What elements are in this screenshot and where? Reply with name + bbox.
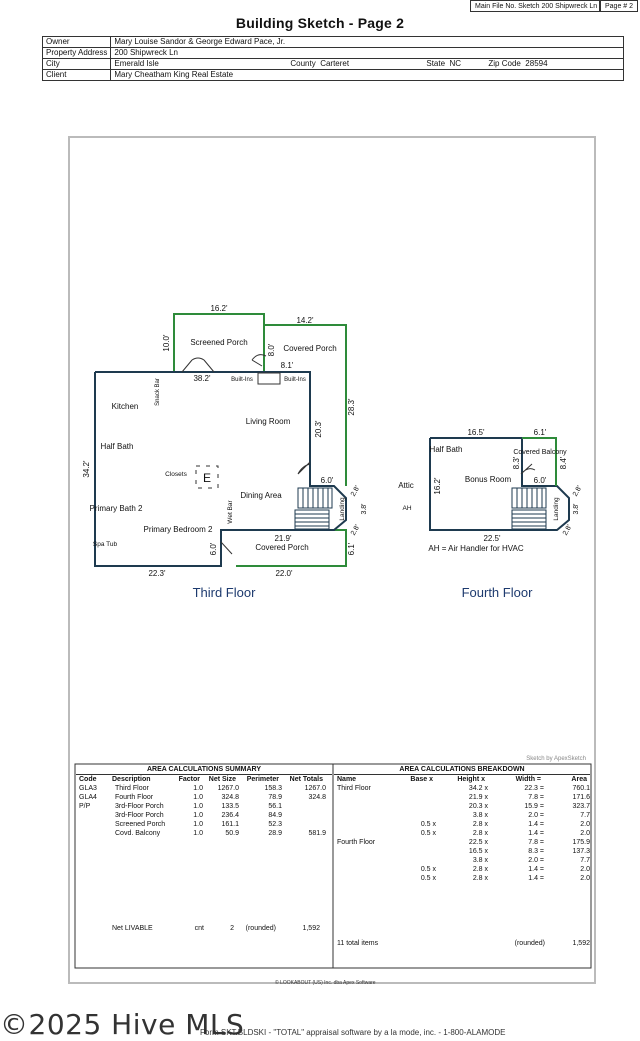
summary-cell: 3rd-Floor Porch bbox=[115, 803, 164, 810]
fourth-floor-stairs bbox=[512, 488, 546, 529]
breakdown-cell: 7.8 = bbox=[528, 794, 544, 801]
breakdown-col-base: Base x bbox=[410, 776, 433, 783]
fourth-landing: Landing bbox=[553, 497, 560, 521]
summary-col-factor: Factor bbox=[178, 776, 200, 783]
summary-net-row bbox=[76, 924, 332, 933]
breakdown-cell: 1.4 = bbox=[528, 875, 544, 882]
summary-cell: 324.8 bbox=[308, 794, 326, 801]
breakdown-cell: 7.7 bbox=[580, 857, 590, 864]
breakdown-row bbox=[334, 856, 590, 865]
dim-2-8-bottom-fourth: 2.8' bbox=[561, 523, 574, 537]
summary-cell: 133.5 bbox=[221, 803, 239, 810]
summary-cell: 1267.0 bbox=[304, 785, 326, 792]
software-footer: Form SKT.BLDSKI - "TOTAL" appraisal software by a la mode, inc. - 1-800-ALAMODE bbox=[200, 1028, 506, 1037]
summary-header-row bbox=[76, 775, 332, 784]
dim-8-0: 8.0' bbox=[267, 343, 276, 357]
summary-cell: 236.4 bbox=[221, 812, 239, 819]
breakdown-header-row bbox=[334, 775, 590, 784]
breakdown-cell: 2.8 x bbox=[472, 830, 488, 837]
summary-col-perimeter: Perimeter bbox=[246, 776, 279, 783]
city-value: Emerald Isle bbox=[111, 59, 288, 70]
summary-cell: P/P bbox=[79, 803, 91, 810]
summary-row bbox=[76, 820, 332, 829]
client-label: Client bbox=[43, 70, 111, 81]
breakdown-cell: 0.5 x bbox=[420, 830, 436, 837]
room-bonus-room: Bonus Room bbox=[464, 475, 512, 484]
breakdown-cell bbox=[334, 829, 396, 838]
summary-cell: 324.8 bbox=[221, 794, 239, 801]
breakdown-cell: 323.7 bbox=[572, 803, 590, 810]
summary-cell: 1267.0 bbox=[217, 785, 239, 792]
room-wet-bar: Wet Bar bbox=[227, 500, 234, 524]
sketch-credit: Sketch by ApexSketch bbox=[526, 756, 586, 762]
room-spa-tub: Spa Tub bbox=[92, 541, 118, 548]
city-label: City bbox=[43, 59, 111, 70]
net-cnt-value: 2 bbox=[230, 925, 234, 932]
summary-cell: 1.0 bbox=[193, 803, 203, 810]
breakdown-cell: 3.8 x bbox=[472, 812, 488, 819]
breakdown-cell: 16.5 x bbox=[468, 848, 488, 855]
summary-row bbox=[76, 802, 332, 811]
zip-label: Zip Code bbox=[488, 59, 521, 68]
area-breakdown-table bbox=[334, 765, 590, 948]
summary-cell: 1.0 bbox=[193, 794, 203, 801]
dim-6-0-fourth: 6.0' bbox=[533, 476, 547, 485]
breakdown-cell: 20.3 x bbox=[468, 803, 488, 810]
room-primary-bedroom-2: Primary Bedroom 2 bbox=[143, 525, 213, 534]
county-value: Carteret bbox=[320, 59, 350, 68]
dim-22-0: 22.0' bbox=[275, 569, 293, 578]
breakdown-cell bbox=[334, 856, 396, 865]
room-living-room: Living Room bbox=[245, 417, 291, 426]
breakdown-total-row bbox=[334, 939, 590, 948]
room-covered-balcony: Covered Balcony bbox=[513, 449, 567, 456]
breakdown-cell bbox=[396, 811, 436, 820]
county-label: County bbox=[290, 59, 316, 68]
breakdown-col-height: Height x bbox=[457, 776, 485, 783]
dim-16-2-fourth: 16.2' bbox=[433, 477, 442, 495]
summary-cell bbox=[76, 829, 115, 838]
breakdown-col-width: Width = bbox=[515, 776, 541, 783]
dim-16-5: 16.5' bbox=[467, 428, 485, 437]
breakdown-row bbox=[334, 802, 590, 811]
room-covered-porch-upper: Covered Porch bbox=[283, 344, 337, 353]
breakdown-cell: Fourth Floor bbox=[337, 839, 376, 846]
summary-cell: Screened Porch bbox=[115, 821, 166, 828]
state-label: State bbox=[426, 59, 446, 68]
state-value: NC bbox=[449, 59, 462, 68]
summary-row bbox=[76, 811, 332, 820]
dim-16-2: 16.2' bbox=[210, 304, 228, 313]
breakdown-title: AREA CALCULATIONS BREAKDOWN bbox=[334, 765, 590, 775]
dim-2-8-top: 2.8' bbox=[349, 484, 362, 498]
third-landing: Landing bbox=[339, 497, 346, 521]
breakdown-cell: 2.0 bbox=[580, 830, 590, 837]
summary-cell: 1.0 bbox=[193, 785, 203, 792]
breakdown-cell bbox=[396, 856, 436, 865]
breakdown-cell: 2.0 bbox=[580, 875, 590, 882]
summary-col-netsize: Net Size bbox=[208, 776, 236, 783]
dim-22-3: 22.3' bbox=[148, 569, 166, 578]
dim-8-4: 8.4' bbox=[559, 456, 568, 470]
summary-cell: GLA4 bbox=[79, 794, 97, 801]
room-ah: AH bbox=[402, 505, 412, 512]
area-summary-table bbox=[76, 765, 332, 933]
breakdown-cell: 2.0 = bbox=[528, 857, 544, 864]
summary-col-code: Code bbox=[79, 776, 97, 783]
breakdown-cell: 2.8 x bbox=[472, 866, 488, 873]
breakdown-row bbox=[334, 811, 590, 820]
net-cnt-label: cnt bbox=[194, 925, 204, 932]
breakdown-cell: 760.1 bbox=[572, 785, 590, 792]
summary-cell: 50.9 bbox=[225, 830, 239, 837]
breakdown-cell bbox=[334, 802, 396, 811]
room-closets: Closets bbox=[165, 471, 187, 478]
dim-6-1: 6.1' bbox=[347, 542, 356, 556]
summary-cell bbox=[76, 811, 115, 820]
address-label: Property Address bbox=[43, 48, 111, 59]
breakdown-cell: 171.6 bbox=[572, 794, 590, 801]
breakdown-cell: 175.9 bbox=[572, 839, 590, 846]
breakdown-cell: 8.3 = bbox=[528, 848, 544, 855]
breakdown-cell: 0.5 x bbox=[420, 821, 436, 828]
room-attic: Attic bbox=[398, 481, 414, 490]
summary-cell: GLA3 bbox=[79, 785, 97, 792]
built-ins-left: Built-Ins bbox=[231, 377, 253, 383]
breakdown-row bbox=[334, 874, 590, 883]
breakdown-cell: 1.4 = bbox=[528, 821, 544, 828]
dim-3-8: 3.8' bbox=[361, 503, 368, 515]
breakdown-cell bbox=[334, 793, 396, 802]
built-ins-right: Built-Ins bbox=[284, 377, 306, 383]
breakdown-row bbox=[334, 784, 590, 793]
breakdown-row bbox=[334, 838, 590, 847]
room-dining-area: Dining Area bbox=[240, 491, 282, 500]
breakdown-cell: 2.0 bbox=[580, 821, 590, 828]
summary-cell: 1.0 bbox=[193, 821, 203, 828]
dim-22-5: 22.5' bbox=[483, 534, 501, 543]
client-value: Mary Cheatham King Real Estate bbox=[111, 70, 624, 81]
breakdown-row bbox=[334, 865, 590, 874]
breakdown-row bbox=[334, 847, 590, 856]
total-value: 1,592 bbox=[572, 940, 590, 947]
breakdown-cell: 21.9 x bbox=[468, 794, 488, 801]
breakdown-cell: 137.3 bbox=[572, 848, 590, 855]
dim-6-0-third: 6.0' bbox=[320, 476, 334, 485]
breakdown-cell: 34.2 x bbox=[468, 785, 488, 792]
third-floor-title: Third Floor bbox=[192, 585, 256, 600]
breakdown-cell bbox=[396, 784, 436, 793]
net-livable-label: Net LIVABLE bbox=[112, 925, 153, 932]
breakdown-cell: 1.4 = bbox=[528, 830, 544, 837]
dim-8-1: 8.1' bbox=[280, 361, 294, 370]
breakdown-cell: 1.4 = bbox=[528, 866, 544, 873]
page-title: Building Sketch - Page 2 bbox=[235, 15, 405, 31]
room-snack-bar: Snack Bar bbox=[155, 378, 161, 406]
main-file-label: Main File No. Sketch 200 Shipwreck Ln bbox=[475, 3, 598, 10]
breakdown-cell: 2.8 x bbox=[472, 875, 488, 882]
zip-value: 28594 bbox=[525, 59, 548, 68]
summary-cell: Fourth Floor bbox=[115, 794, 154, 801]
breakdown-cell: 7.8 = bbox=[528, 839, 544, 846]
summary-cell: 161.1 bbox=[221, 821, 239, 828]
net-rounded-label: (rounded) bbox=[245, 925, 276, 932]
breakdown-col-area: Area bbox=[571, 776, 587, 783]
breakdown-row bbox=[334, 820, 590, 829]
net-livable-value: 1,592 bbox=[302, 925, 320, 932]
breakdown-cell: 3.8 x bbox=[472, 857, 488, 864]
breakdown-cell bbox=[334, 874, 396, 883]
summary-cell bbox=[282, 820, 326, 829]
summary-cell: 3rd-Floor Porch bbox=[115, 812, 164, 819]
owner-value: Mary Louise Sandor & George Edward Pace, Jr. bbox=[111, 37, 624, 48]
total-items-label: 11 total items bbox=[337, 940, 379, 947]
summary-cell: 52.3 bbox=[268, 821, 282, 828]
breakdown-cell: 2.8 x bbox=[472, 821, 488, 828]
address-value: 200 Shipwreck Ln bbox=[111, 48, 624, 59]
summary-row bbox=[76, 793, 332, 802]
lookabout-credit: © LOOKABOUT (US) Inc. dba Apex Software bbox=[275, 980, 376, 986]
breakdown-cell bbox=[396, 838, 436, 847]
summary-cell: 1.0 bbox=[193, 812, 203, 819]
electrical-marker: E bbox=[202, 471, 212, 485]
summary-cell bbox=[282, 802, 326, 811]
mls-watermark: ©2025 Hive MLS bbox=[0, 1008, 245, 1041]
summary-cell: Third Floor bbox=[115, 785, 149, 792]
summary-cell: 56.1 bbox=[268, 803, 282, 810]
dim-2-8-top-fourth: 2.8' bbox=[571, 484, 584, 498]
summary-cell: Covd. Balcony bbox=[115, 830, 161, 837]
room-screened-porch: Screened Porch bbox=[190, 338, 248, 347]
breakdown-cell: 15.9 = bbox=[524, 803, 544, 810]
dim-20-3: 20.3' bbox=[314, 420, 323, 438]
breakdown-cell: 0.5 x bbox=[420, 866, 436, 873]
breakdown-col-name: Name bbox=[337, 776, 357, 783]
breakdown-cell bbox=[334, 820, 396, 829]
breakdown-row bbox=[334, 793, 590, 802]
summary-cell: 581.9 bbox=[308, 830, 326, 837]
summary-cell: 78.9 bbox=[268, 794, 282, 801]
room-covered-porch-lower: Covered Porch bbox=[255, 543, 309, 552]
dim-6-0-porch: 6.0' bbox=[209, 542, 218, 556]
summary-row bbox=[76, 829, 332, 838]
summary-cell: 84.9 bbox=[268, 812, 282, 819]
breakdown-row bbox=[334, 829, 590, 838]
dim-14-2: 14.2' bbox=[296, 316, 314, 325]
summary-col-description: Description bbox=[112, 776, 151, 783]
summary-cell bbox=[76, 820, 115, 829]
third-floor-stairs bbox=[295, 488, 332, 529]
dim-34-2: 34.2' bbox=[82, 460, 91, 478]
room-half-bath: Half Bath bbox=[100, 442, 134, 451]
summary-cell: 28.9 bbox=[268, 830, 282, 837]
owner-label: Owner bbox=[43, 37, 111, 48]
room-kitchen: Kitchen bbox=[111, 402, 139, 411]
dim-6-1-fourth: 6.1' bbox=[533, 428, 547, 437]
breakdown-cell: 2.0 bbox=[580, 866, 590, 873]
dim-28-3: 28.3' bbox=[347, 398, 356, 416]
breakdown-cell bbox=[334, 847, 396, 856]
dim-3-8-fourth: 3.8' bbox=[573, 503, 580, 515]
summary-cell bbox=[282, 811, 326, 820]
breakdown-cell bbox=[396, 802, 436, 811]
page-number: Page # 2 bbox=[605, 3, 634, 10]
breakdown-cell bbox=[334, 865, 396, 874]
summary-row bbox=[76, 784, 332, 793]
room-half-bath-4: Half Bath bbox=[429, 445, 463, 454]
breakdown-cell: 22.5 x bbox=[468, 839, 488, 846]
fourth-floor-title: Fourth Floor bbox=[461, 585, 533, 600]
breakdown-cell: 22.3 = bbox=[524, 785, 544, 792]
summary-cell: 158.3 bbox=[264, 785, 282, 792]
dim-2-8-bottom: 2.8' bbox=[349, 523, 362, 537]
dim-21-9: 21.9' bbox=[274, 534, 292, 543]
breakdown-cell bbox=[396, 847, 436, 856]
dim-8-3: 8.3' bbox=[512, 456, 521, 470]
breakdown-cell bbox=[396, 793, 436, 802]
room-primary-bath-2: Primary Bath 2 bbox=[89, 504, 143, 513]
door-swings bbox=[182, 355, 535, 554]
summary-col-nettotals: Net Totals bbox=[289, 776, 323, 783]
breakdown-cell: 2.0 = bbox=[528, 812, 544, 819]
breakdown-cell: 7.7 bbox=[580, 812, 590, 819]
total-rounded-label: (rounded) bbox=[514, 940, 545, 947]
breakdown-cell bbox=[334, 811, 396, 820]
summary-title: AREA CALCULATIONS SUMMARY bbox=[76, 765, 332, 775]
dim-10-0: 10.0' bbox=[162, 334, 171, 352]
dim-38-2: 38.2' bbox=[193, 374, 211, 383]
breakdown-cell: 0.5 x bbox=[420, 875, 436, 882]
ah-note: AH = Air Handler for HVAC bbox=[428, 544, 524, 553]
summary-cell: 1.0 bbox=[193, 830, 203, 837]
breakdown-cell: Third Floor bbox=[337, 785, 371, 792]
